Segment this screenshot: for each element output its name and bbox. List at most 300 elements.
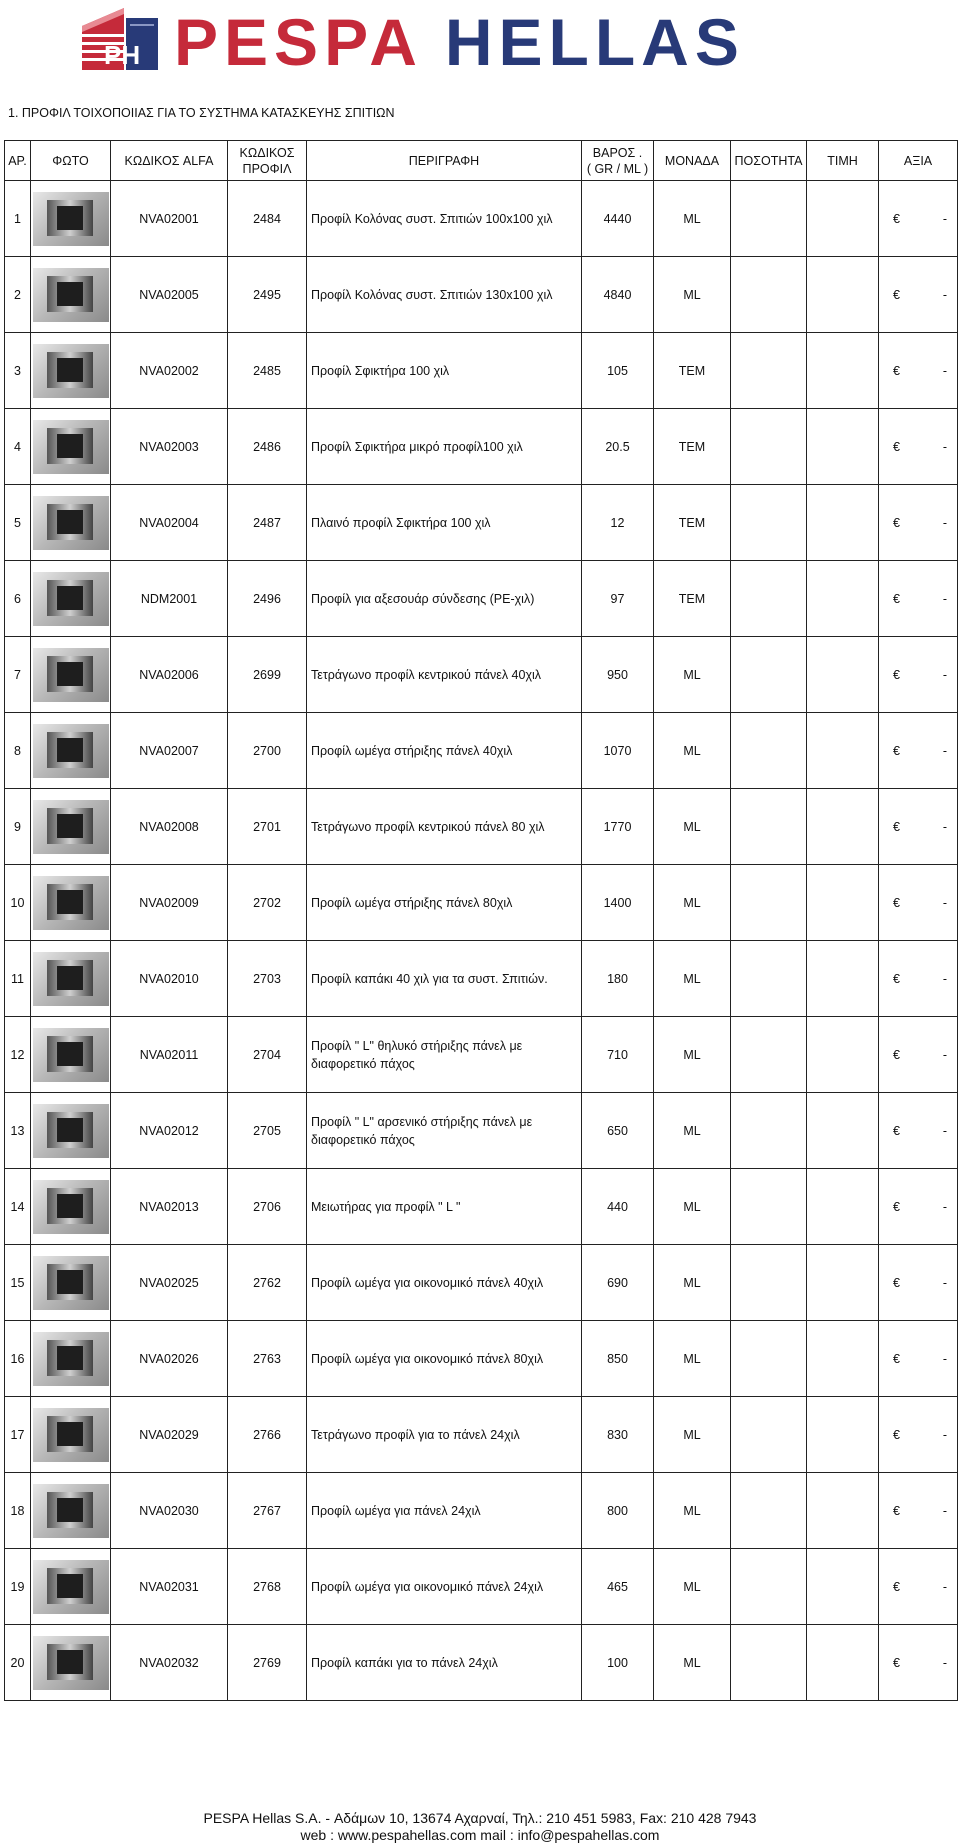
price-list-table xyxy=(4,140,958,1701)
price xyxy=(807,1473,879,1549)
unit: ΤΕΜ xyxy=(654,561,731,637)
unit: ML xyxy=(654,789,731,865)
weight: 650 xyxy=(582,1093,654,1169)
logo-wordmark xyxy=(174,5,745,79)
value xyxy=(879,333,958,409)
unit: ML xyxy=(654,1017,731,1093)
profile-code: 2704 xyxy=(228,1017,307,1093)
col-profile-code-line1: ΚΩΔΙΚΟΣ xyxy=(239,145,295,160)
price xyxy=(807,1625,879,1701)
row-number: 4 xyxy=(5,409,31,485)
unit: ML xyxy=(654,1093,731,1169)
weight: 100 xyxy=(582,1625,654,1701)
value xyxy=(879,1093,958,1169)
currency-symbol: € xyxy=(893,515,900,530)
product-photo xyxy=(31,1245,111,1321)
row-number: 10 xyxy=(5,865,31,941)
company-logo xyxy=(76,4,816,79)
profile-photo-icon xyxy=(33,1180,109,1234)
currency-symbol: € xyxy=(893,1275,900,1290)
col-description: ΠΕΡΙΓΡΑΦΗ xyxy=(307,141,582,181)
currency-symbol: € xyxy=(893,211,900,226)
price xyxy=(807,181,879,257)
quantity xyxy=(731,485,807,561)
price xyxy=(807,1093,879,1169)
amount: - xyxy=(942,363,947,378)
profile-photo-icon xyxy=(33,572,109,626)
unit: ML xyxy=(654,941,731,1017)
value xyxy=(879,865,958,941)
unit: ΤΕΜ xyxy=(654,409,731,485)
col-weight-line1: ΒΑΡΟΣ . xyxy=(592,145,643,160)
table-row xyxy=(5,1245,958,1321)
profile-code: 2766 xyxy=(228,1397,307,1473)
profile-photo-icon xyxy=(33,1484,109,1538)
profile-photo-icon xyxy=(33,876,109,930)
alfa-code: NVA02011 xyxy=(111,1017,228,1093)
product-photo xyxy=(31,485,111,561)
value xyxy=(879,409,958,485)
price xyxy=(807,485,879,561)
table-row xyxy=(5,789,958,865)
alfa-code: NVA02002 xyxy=(111,333,228,409)
description: Προφίλ ωμέγα για οικονομικό πάνελ 80χιλ xyxy=(307,1321,582,1397)
product-photo xyxy=(31,637,111,713)
table-row xyxy=(5,561,958,637)
value xyxy=(879,1169,958,1245)
alfa-code: NVA02001 xyxy=(111,181,228,257)
amount: - xyxy=(942,1655,947,1670)
profile-photo-icon xyxy=(33,952,109,1006)
description: Μειωτήρας για προφίλ " L " xyxy=(307,1169,582,1245)
unit: ML xyxy=(654,1625,731,1701)
currency-symbol: € xyxy=(893,1579,900,1594)
unit: ML xyxy=(654,1169,731,1245)
product-photo xyxy=(31,561,111,637)
table-row xyxy=(5,941,958,1017)
profile-code: 2705 xyxy=(228,1093,307,1169)
table-row xyxy=(5,257,958,333)
weight: 950 xyxy=(582,637,654,713)
table-row xyxy=(5,1093,958,1169)
product-photo xyxy=(31,1321,111,1397)
quantity xyxy=(731,1245,807,1321)
profile-code: 2700 xyxy=(228,713,307,789)
profile-code: 2484 xyxy=(228,181,307,257)
currency-symbol: € xyxy=(893,1047,900,1062)
amount: - xyxy=(942,1275,947,1290)
currency-symbol: € xyxy=(893,1655,900,1670)
amount: - xyxy=(942,1579,947,1594)
currency-symbol: € xyxy=(893,971,900,986)
profile-photo-icon xyxy=(33,1560,109,1614)
amount: - xyxy=(942,1351,947,1366)
description: Προφίλ Κολόνας συστ. Σπιτιών 100x100 χιλ xyxy=(307,181,582,257)
unit: ML xyxy=(654,257,731,333)
quantity xyxy=(731,333,807,409)
description: Προφίλ Σφικτήρα μικρό προφίλ100 χιλ xyxy=(307,409,582,485)
quantity xyxy=(731,637,807,713)
product-photo xyxy=(31,941,111,1017)
col-price: ΤΙΜΗ xyxy=(807,141,879,181)
alfa-code: NVA02005 xyxy=(111,257,228,333)
profile-code: 2699 xyxy=(228,637,307,713)
weight: 105 xyxy=(582,333,654,409)
product-photo xyxy=(31,865,111,941)
quantity xyxy=(731,1625,807,1701)
row-number: 1 xyxy=(5,181,31,257)
row-number: 6 xyxy=(5,561,31,637)
row-number: 14 xyxy=(5,1169,31,1245)
row-number: 7 xyxy=(5,637,31,713)
value xyxy=(879,1017,958,1093)
profile-code: 2487 xyxy=(228,485,307,561)
alfa-code: NVA02003 xyxy=(111,409,228,485)
profile-code: 2763 xyxy=(228,1321,307,1397)
price xyxy=(807,637,879,713)
profile-code: 2703 xyxy=(228,941,307,1017)
profile-code: 2701 xyxy=(228,789,307,865)
profile-code: 2767 xyxy=(228,1473,307,1549)
currency-symbol: € xyxy=(893,1123,900,1138)
product-photo xyxy=(31,713,111,789)
weight: 465 xyxy=(582,1549,654,1625)
quantity xyxy=(731,1017,807,1093)
currency-symbol: € xyxy=(893,287,900,302)
currency-symbol: € xyxy=(893,819,900,834)
price xyxy=(807,561,879,637)
profile-photo-icon xyxy=(33,420,109,474)
currency-symbol: € xyxy=(893,1427,900,1442)
product-photo xyxy=(31,257,111,333)
col-weight-line2: ( GR / ML ) xyxy=(586,161,649,176)
description: Τετράγωνο προφίλ για το πάνελ 24χιλ xyxy=(307,1397,582,1473)
alfa-code: NVA02004 xyxy=(111,485,228,561)
profile-photo-icon xyxy=(33,1104,109,1158)
table-row xyxy=(5,181,958,257)
table-row xyxy=(5,333,958,409)
value xyxy=(879,713,958,789)
currency-symbol: € xyxy=(893,667,900,682)
description: Προφίλ για αξεσουάρ σύνδεσης (PE-χιλ) xyxy=(307,561,582,637)
row-number: 3 xyxy=(5,333,31,409)
value xyxy=(879,1549,958,1625)
weight: 690 xyxy=(582,1245,654,1321)
table-row xyxy=(5,1017,958,1093)
col-photo: ΦΩΤΟ xyxy=(31,141,111,181)
col-unit: ΜΟΝΑΔΑ xyxy=(654,141,731,181)
unit: ML xyxy=(654,181,731,257)
profile-photo-icon xyxy=(33,1332,109,1386)
amount: - xyxy=(942,1503,947,1518)
price xyxy=(807,409,879,485)
unit: ML xyxy=(654,1549,731,1625)
quantity xyxy=(731,1169,807,1245)
quantity xyxy=(731,257,807,333)
alfa-code: NVA02010 xyxy=(111,941,228,1017)
quantity xyxy=(731,1321,807,1397)
row-number: 17 xyxy=(5,1397,31,1473)
amount: - xyxy=(942,819,947,834)
quantity xyxy=(731,941,807,1017)
section-heading: 1. ΠΡΟΦΙΛ ΤΟΙΧΟΠΟΙΙΑΣ ΓΙΑ ΤΟ ΣΥΣΤΗΜΑ ΚΑΤΑΣΚΕΥΗΣ ΣΠΙΤΙΩΝ xyxy=(8,106,395,120)
description: Προφίλ καπάκι για το πάνελ 24χιλ xyxy=(307,1625,582,1701)
amount: - xyxy=(942,895,947,910)
price xyxy=(807,1017,879,1093)
table-row xyxy=(5,409,958,485)
weight: 440 xyxy=(582,1169,654,1245)
alfa-code: NVA02029 xyxy=(111,1397,228,1473)
profile-code: 2769 xyxy=(228,1625,307,1701)
amount: - xyxy=(942,515,947,530)
product-photo xyxy=(31,409,111,485)
weight: 20.5 xyxy=(582,409,654,485)
table-row xyxy=(5,1397,958,1473)
description: Προφίλ " L" θηλυκό στήριξης πάνελ με διαφορετικό πάχος xyxy=(307,1017,582,1093)
table-row xyxy=(5,865,958,941)
alfa-code: NVA02025 xyxy=(111,1245,228,1321)
building-logo-icon xyxy=(76,4,166,72)
alfa-code: NVA02007 xyxy=(111,713,228,789)
value xyxy=(879,637,958,713)
table-row xyxy=(5,1625,958,1701)
unit: ML xyxy=(654,1473,731,1549)
row-number: 13 xyxy=(5,1093,31,1169)
currency-symbol: € xyxy=(893,439,900,454)
profile-photo-icon xyxy=(33,800,109,854)
quantity xyxy=(731,865,807,941)
row-number: 9 xyxy=(5,789,31,865)
profile-code: 2762 xyxy=(228,1245,307,1321)
description: Προφίλ ωμέγα για πάνελ 24χιλ xyxy=(307,1473,582,1549)
weight: 710 xyxy=(582,1017,654,1093)
currency-symbol: € xyxy=(893,1503,900,1518)
value xyxy=(879,181,958,257)
value xyxy=(879,1625,958,1701)
description: Προφίλ ωμέγα για οικονομικό πάνελ 40χιλ xyxy=(307,1245,582,1321)
value xyxy=(879,1245,958,1321)
description: Προφίλ ωμέγα στήριξης πάνελ 80χιλ xyxy=(307,865,582,941)
weight: 1770 xyxy=(582,789,654,865)
quantity xyxy=(731,561,807,637)
row-number: 18 xyxy=(5,1473,31,1549)
profile-photo-icon xyxy=(33,1636,109,1690)
amount: - xyxy=(942,971,947,986)
profile-code: 2495 xyxy=(228,257,307,333)
alfa-code: NVA02032 xyxy=(111,1625,228,1701)
price xyxy=(807,1169,879,1245)
amount: - xyxy=(942,1123,947,1138)
amount: - xyxy=(942,1047,947,1062)
profile-photo-icon xyxy=(33,648,109,702)
amount: - xyxy=(942,287,947,302)
price xyxy=(807,789,879,865)
weight: 4440 xyxy=(582,181,654,257)
currency-symbol: € xyxy=(893,895,900,910)
profile-code: 2702 xyxy=(228,865,307,941)
profile-photo-icon xyxy=(33,268,109,322)
weight: 12 xyxy=(582,485,654,561)
table-row xyxy=(5,1473,958,1549)
product-photo xyxy=(31,1473,111,1549)
profile-photo-icon xyxy=(33,1256,109,1310)
price xyxy=(807,713,879,789)
col-value: ΑΞΙΑ xyxy=(879,141,958,181)
product-photo xyxy=(31,1549,111,1625)
quantity xyxy=(731,713,807,789)
currency-symbol: € xyxy=(893,363,900,378)
description: Προφίλ " L" αρσενικό στήριξης πάνελ με διαφορετικό πάχος xyxy=(307,1093,582,1169)
price xyxy=(807,865,879,941)
unit: ML xyxy=(654,1321,731,1397)
alfa-code: NVA02030 xyxy=(111,1473,228,1549)
weight: 180 xyxy=(582,941,654,1017)
alfa-code: NVA02026 xyxy=(111,1321,228,1397)
quantity xyxy=(731,1093,807,1169)
value xyxy=(879,941,958,1017)
currency-symbol: € xyxy=(893,591,900,606)
alfa-code: NVA02009 xyxy=(111,865,228,941)
weight: 4840 xyxy=(582,257,654,333)
row-number: 20 xyxy=(5,1625,31,1701)
unit: ΤΕΜ xyxy=(654,333,731,409)
profile-photo-icon xyxy=(33,1408,109,1462)
profile-code: 2486 xyxy=(228,409,307,485)
col-alfa-code: ΚΩΔΙΚΟΣ ALFA xyxy=(111,141,228,181)
logo-word-hellas: HELLAS xyxy=(444,5,745,79)
table-row xyxy=(5,1321,958,1397)
weight: 800 xyxy=(582,1473,654,1549)
price xyxy=(807,257,879,333)
row-number: 2 xyxy=(5,257,31,333)
footer-address: PESPA Hellas S.A. - Αδάμων 10, 13674 Αχαρναί, Τηλ.: 210 451 5983, Fax: 210 428 7943 xyxy=(203,1810,757,1826)
description: Πλαινό προφίλ Σφικτήρα 100 χιλ xyxy=(307,485,582,561)
product-photo xyxy=(31,181,111,257)
amount: - xyxy=(942,439,947,454)
product-photo xyxy=(31,1625,111,1701)
product-photo xyxy=(31,1017,111,1093)
description: Τετράγωνο προφίλ κεντρικού πάνελ 40χιλ xyxy=(307,637,582,713)
quantity xyxy=(731,181,807,257)
profile-photo-icon xyxy=(33,192,109,246)
profile-code: 2768 xyxy=(228,1549,307,1625)
description: Προφίλ Σφικτήρα 100 χιλ xyxy=(307,333,582,409)
col-weight xyxy=(582,141,654,181)
weight: 1400 xyxy=(582,865,654,941)
price xyxy=(807,941,879,1017)
value xyxy=(879,789,958,865)
description: Προφίλ καπάκι 40 χιλ για τα συστ. Σπιτιών. xyxy=(307,941,582,1017)
logo-word-pespa: PESPA xyxy=(174,5,423,79)
row-number: 8 xyxy=(5,713,31,789)
unit: ML xyxy=(654,865,731,941)
row-number: 12 xyxy=(5,1017,31,1093)
currency-symbol: € xyxy=(893,1351,900,1366)
price xyxy=(807,1397,879,1473)
table-row xyxy=(5,637,958,713)
table-row xyxy=(5,1549,958,1625)
product-photo xyxy=(31,789,111,865)
row-number: 11 xyxy=(5,941,31,1017)
value xyxy=(879,1473,958,1549)
description: Προφίλ ωμέγα για οικονομικό πάνελ 24χιλ xyxy=(307,1549,582,1625)
col-profile-code-line2: ΠΡΟΦΙΛ xyxy=(242,161,292,176)
profile-photo-icon xyxy=(33,496,109,550)
alfa-code: NDM2001 xyxy=(111,561,228,637)
row-number: 5 xyxy=(5,485,31,561)
price xyxy=(807,1549,879,1625)
alfa-code: NVA02012 xyxy=(111,1093,228,1169)
value xyxy=(879,1397,958,1473)
table-row xyxy=(5,485,958,561)
row-number: 15 xyxy=(5,1245,31,1321)
value xyxy=(879,257,958,333)
col-no: ΑΡ. xyxy=(5,141,31,181)
quantity xyxy=(731,409,807,485)
description: Προφίλ Κολόνας συστ. Σπιτιών 130x100 χιλ xyxy=(307,257,582,333)
price xyxy=(807,1321,879,1397)
value xyxy=(879,1321,958,1397)
amount: - xyxy=(942,591,947,606)
table-row xyxy=(5,1169,958,1245)
price xyxy=(807,333,879,409)
alfa-code: NVA02006 xyxy=(111,637,228,713)
unit: ML xyxy=(654,1245,731,1321)
profile-photo-icon xyxy=(33,724,109,778)
profile-photo-icon xyxy=(33,1028,109,1082)
product-photo xyxy=(31,1093,111,1169)
price xyxy=(807,1245,879,1321)
amount: - xyxy=(942,211,947,226)
weight: 97 xyxy=(582,561,654,637)
alfa-code: NVA02031 xyxy=(111,1549,228,1625)
amount: - xyxy=(942,1199,947,1214)
weight: 850 xyxy=(582,1321,654,1397)
amount: - xyxy=(942,1427,947,1442)
alfa-code: NVA02013 xyxy=(111,1169,228,1245)
col-quantity: ΠΟΣΟΤΗΤΑ xyxy=(731,141,807,181)
svg-text:PH: PH xyxy=(104,40,141,70)
value xyxy=(879,485,958,561)
alfa-code: NVA02008 xyxy=(111,789,228,865)
weight: 1070 xyxy=(582,713,654,789)
profile-code: 2706 xyxy=(228,1169,307,1245)
unit: ΤΕΜ xyxy=(654,485,731,561)
quantity xyxy=(731,1397,807,1473)
amount: - xyxy=(942,743,947,758)
unit: ML xyxy=(654,713,731,789)
product-photo xyxy=(31,1397,111,1473)
quantity xyxy=(731,789,807,865)
amount: - xyxy=(942,667,947,682)
unit: ML xyxy=(654,1397,731,1473)
quantity xyxy=(731,1549,807,1625)
currency-symbol: € xyxy=(893,1199,900,1214)
weight: 830 xyxy=(582,1397,654,1473)
value xyxy=(879,561,958,637)
unit: ML xyxy=(654,637,731,713)
description: Προφίλ ωμέγα στήριξης πάνελ 40χιλ xyxy=(307,713,582,789)
currency-symbol: € xyxy=(893,743,900,758)
description: Τετράγωνο προφίλ κεντρικού πάνελ 80 χιλ xyxy=(307,789,582,865)
product-photo xyxy=(31,1169,111,1245)
product-photo xyxy=(31,333,111,409)
footer-contact: web : www.pespahellas.com mail : info@pespahellas.com xyxy=(300,1827,660,1843)
profile-photo-icon xyxy=(33,344,109,398)
quantity xyxy=(731,1473,807,1549)
col-profile-code xyxy=(228,141,307,181)
table-header-row xyxy=(5,141,958,181)
